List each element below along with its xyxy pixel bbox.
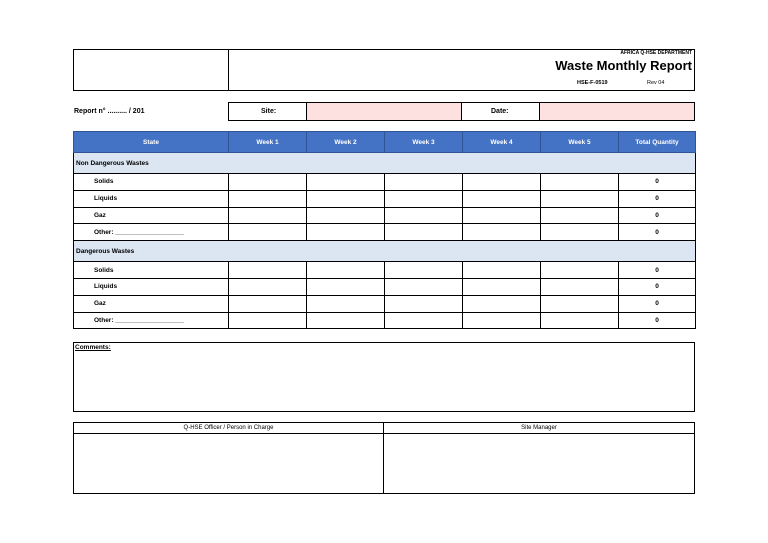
week-cell[interactable] [541,207,619,224]
week-cell[interactable] [307,295,385,312]
week-cell[interactable] [229,174,307,191]
comments-label: Comments: [75,344,111,351]
table-row [74,207,696,224]
row-label: Other: ___________________ [74,312,229,329]
table-row [74,174,696,191]
site-label-cell [228,102,307,121]
week-cell[interactable] [385,295,463,312]
week-cell[interactable] [385,190,463,207]
table-row [74,190,696,207]
week-cell[interactable] [385,174,463,191]
header-title-box [228,49,695,91]
table-header-row [74,132,696,153]
week-cell[interactable] [385,207,463,224]
week-cell[interactable] [385,262,463,279]
week-cell[interactable] [541,190,619,207]
week-cell[interactable] [463,262,541,279]
column-header-week-3: Week 3 [385,132,463,153]
week-cell[interactable] [463,207,541,224]
week-cell[interactable] [463,174,541,191]
week-cell[interactable] [307,278,385,295]
total-cell: 0 [619,190,696,207]
site-input[interactable] [306,102,462,121]
row-label: Gaz [74,207,229,224]
week-cell[interactable] [541,224,619,241]
week-cell[interactable] [541,312,619,329]
column-header-total-quantity: Total Quantity [619,132,696,153]
week-cell[interactable] [229,190,307,207]
table-row [74,295,696,312]
total-cell: 0 [619,312,696,329]
week-cell[interactable] [541,174,619,191]
week-cell[interactable] [541,295,619,312]
revision: Rev 04 [647,80,665,86]
section-title: Dangerous Wastes [74,241,696,262]
week-cell[interactable] [463,295,541,312]
row-label: Solids [74,174,229,191]
total-cell: 0 [619,278,696,295]
row-label: Solids [74,262,229,279]
week-cell[interactable] [307,262,385,279]
week-cell[interactable] [307,174,385,191]
week-cell[interactable] [385,278,463,295]
department-label: AFRICA Q-HSE DEPARTMENT [620,50,692,56]
week-cell[interactable] [463,224,541,241]
report-number-label: Report n° .......... / 201 [74,107,145,115]
doc-code: HSE-F-0519 [577,80,608,86]
week-cell[interactable] [541,278,619,295]
table-row [74,312,696,329]
week-cell[interactable] [229,278,307,295]
column-header-week-4: Week 4 [463,132,541,153]
table-row [74,224,696,241]
waste-table [73,131,696,329]
week-cell[interactable] [463,190,541,207]
date-label: Date: [491,108,509,115]
row-label: Liquids [74,190,229,207]
week-cell[interactable] [463,278,541,295]
header-logo-box [73,49,229,91]
column-header-week-1: Week 1 [229,132,307,153]
table-row [74,262,696,279]
week-cell[interactable] [229,295,307,312]
week-cell[interactable] [229,207,307,224]
week-cell[interactable] [307,190,385,207]
comments-box[interactable] [73,342,695,412]
week-cell[interactable] [385,312,463,329]
column-header-week-5: Week 5 [541,132,619,153]
total-cell: 0 [619,262,696,279]
section-title: Non Dangerous Wastes [74,153,696,174]
site-label: Site: [261,108,277,115]
row-label: Other: ___________________ [74,224,229,241]
signature-right-label: Site Manager [521,425,557,431]
row-label: Gaz [74,295,229,312]
table-row [74,278,696,295]
week-cell[interactable] [307,312,385,329]
week-cell[interactable] [307,224,385,241]
week-cell[interactable] [463,312,541,329]
week-cell[interactable] [541,262,619,279]
column-header-week-2: Week 2 [307,132,385,153]
week-cell[interactable] [307,207,385,224]
total-cell: 0 [619,295,696,312]
report-title: Waste Monthly Report [555,58,692,73]
total-cell: 0 [619,174,696,191]
week-cell[interactable] [229,312,307,329]
signature-left-label: Q-HSE Officer / Person in Charge [183,425,274,431]
total-cell: 0 [619,224,696,241]
total-cell: 0 [619,207,696,224]
section-row-dangerous [74,241,696,262]
date-input[interactable] [539,102,695,121]
week-cell[interactable] [385,224,463,241]
row-label: Liquids [74,278,229,295]
column-header-state: State [74,132,229,153]
date-label-cell [461,102,540,121]
section-row-non-dangerous [74,153,696,174]
signature-left-area[interactable] [73,433,384,494]
week-cell[interactable] [229,224,307,241]
week-cell[interactable] [229,262,307,279]
signature-right-area[interactable] [383,433,695,494]
